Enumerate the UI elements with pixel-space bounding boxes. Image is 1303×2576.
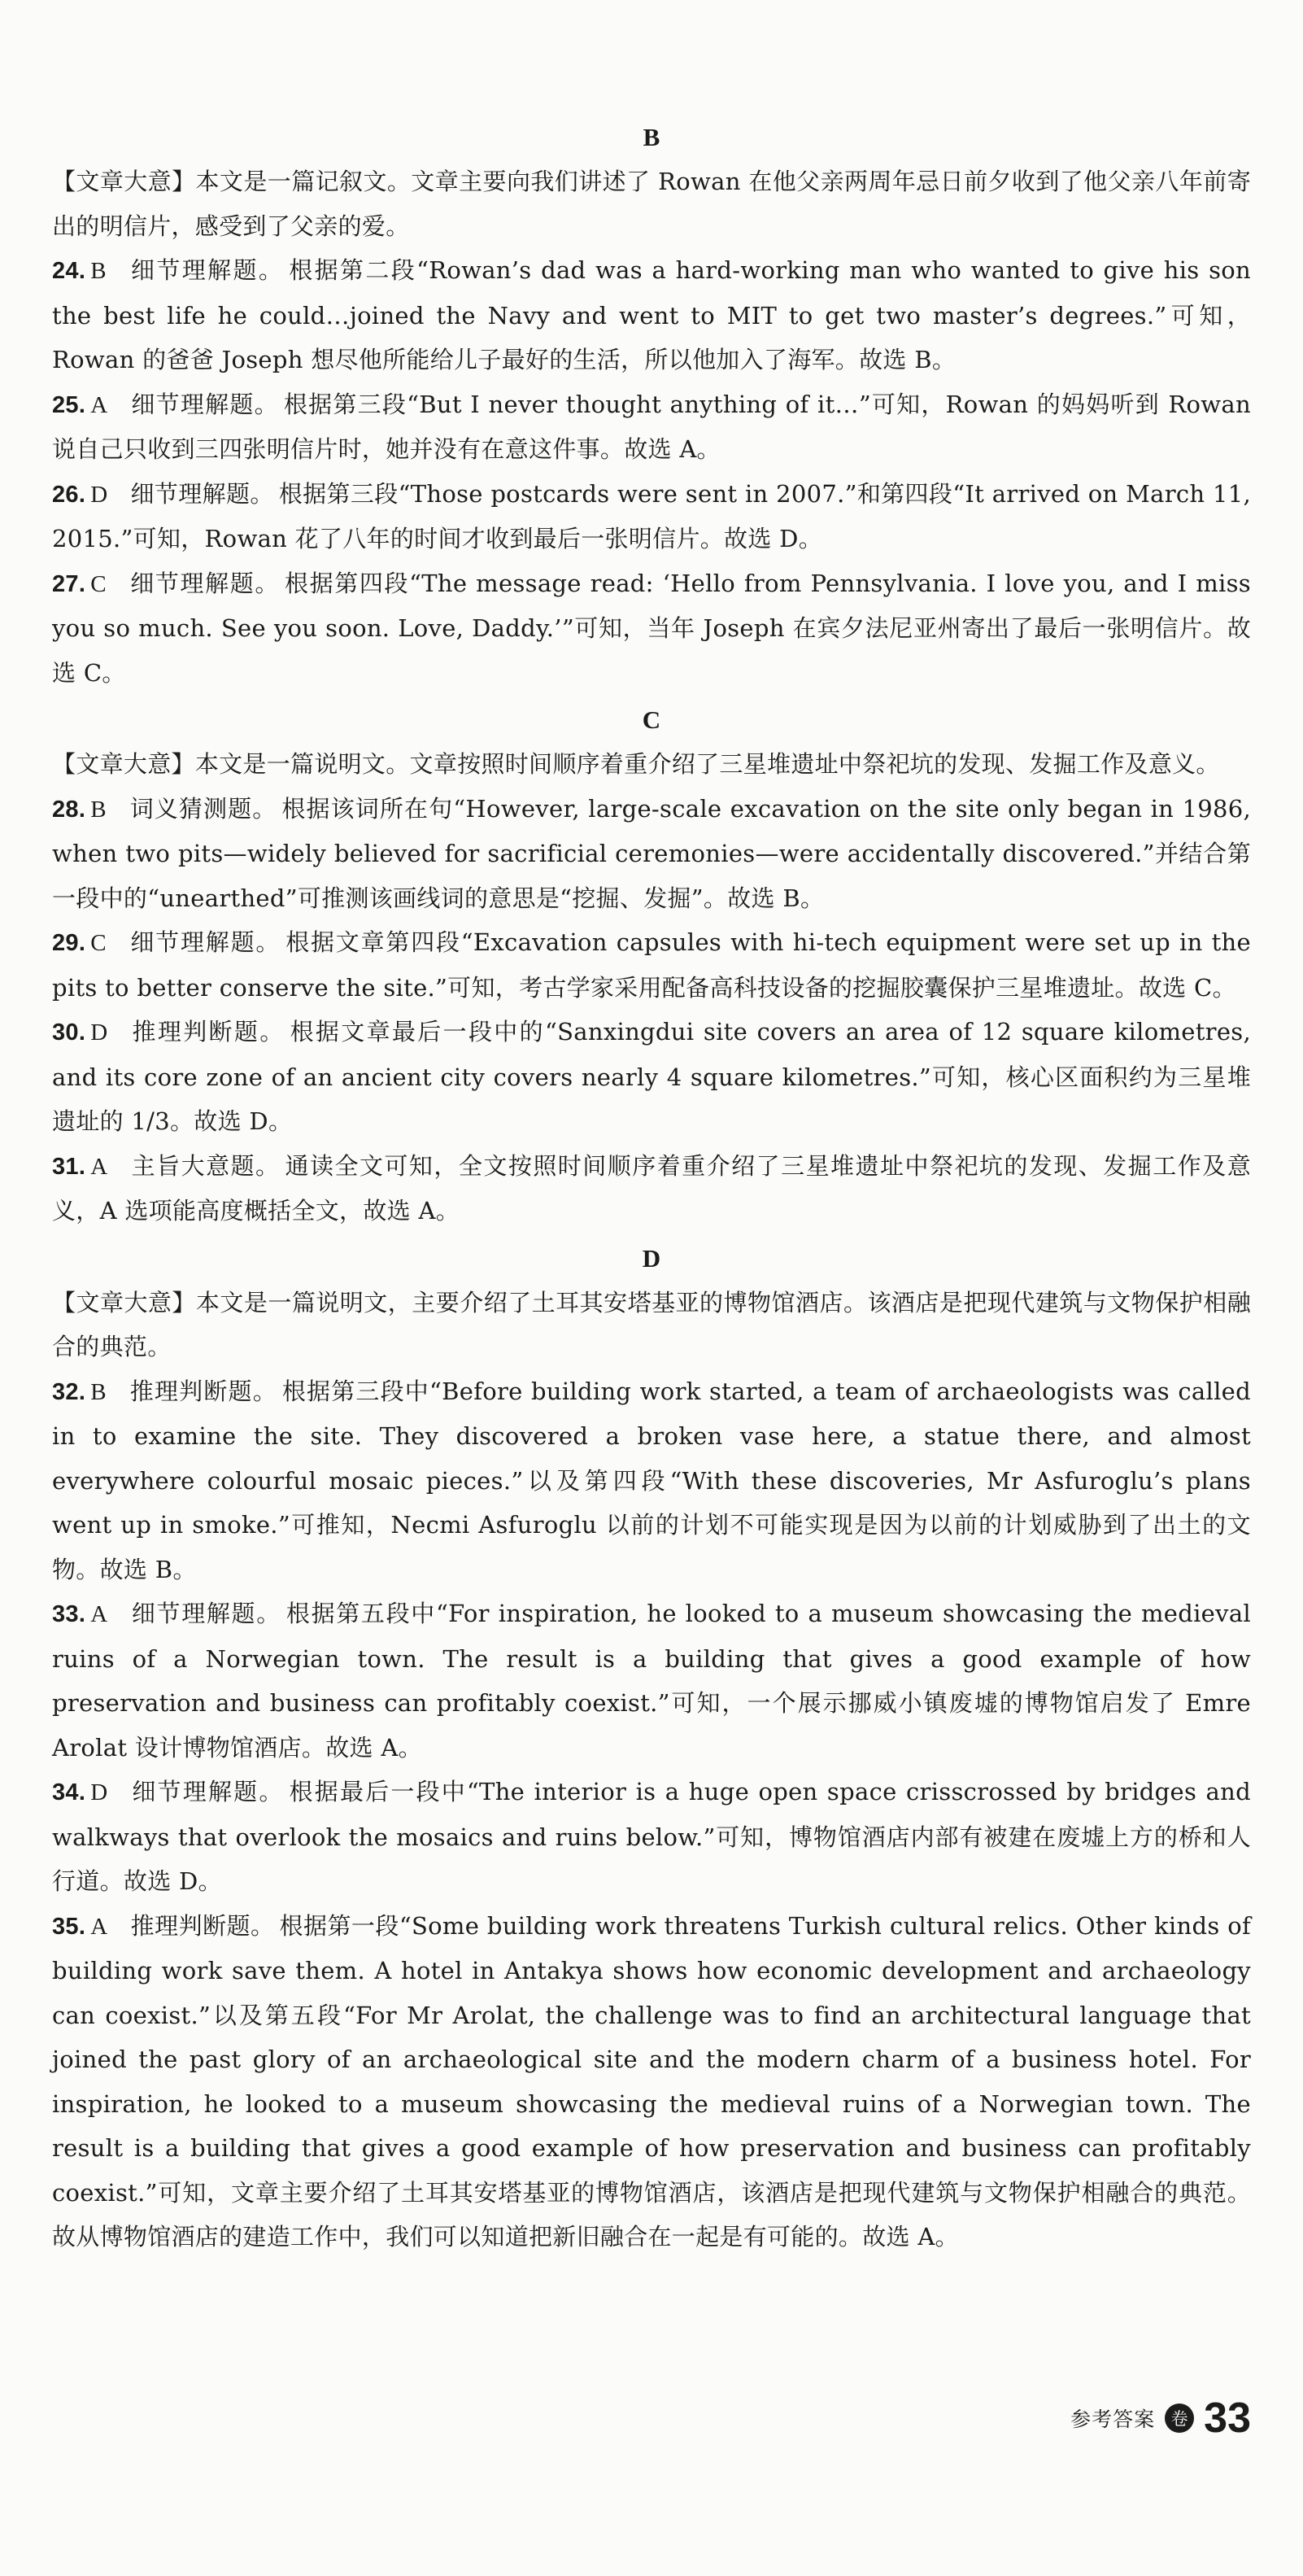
- answer-letter: D: [90, 481, 108, 508]
- question-number: 27.: [52, 570, 86, 597]
- section-heading: C: [642, 705, 661, 734]
- summary-tag: 【文章大意】: [52, 750, 195, 778]
- question-explanation: [52, 787, 1251, 921]
- answer-letter: C: [90, 570, 107, 597]
- question-number: 26.: [52, 481, 86, 508]
- footer-label: 参考答案: [1070, 2408, 1156, 2431]
- question-number: 35.: [52, 1913, 86, 1940]
- explanation-text: 根据最后一段中“The interior is a huge open space crisscrossed by bridges and walkways that overlook the mosaics and ruins below.”可知，博物馆酒店内部有被建在废墟上方的桥和人行道。故选 D。: [52, 1778, 1251, 1895]
- question-explanation: [52, 382, 1251, 472]
- question-explanation: [52, 248, 1251, 382]
- explanation-text: 根据第一段“Some building work threatens Turkish cultural relics. Other kinds of building work save them. A hotel in Antakya shows how economic development and archaeology can coexist.”以及第五段“For Mr Arolat, the challenge was to find an architectural language that joined the past glory of an archaeological site and the modern charm of a business hotel. For inspiration, he looked to a museum showcasing the medieval ruins of a Norwegian town. The result is a building that gives a good example of how preservation and business can profitably coexist.”可知，文章主要介绍了土耳其安塔基亚的博物馆酒店，该酒店是把现代建筑与文物保护相融合的典范。故从博物馆酒店的建造工作中，我们可以知道把新旧融合在一起是有可能的。故选 A。: [52, 1911, 1251, 2251]
- explanation-text: 根据第二段“Rowan’s dad was a hard-working man who wanted to give his son the best life he could…joined the Navy and went to MIT to get two master’s degrees.”可知，Rowan 的爸爸 Joseph 想尽他所能给儿子最好的生活，所以他加入了海军。故选 B。: [52, 256, 1251, 373]
- question-explanation: [52, 920, 1251, 1010]
- answer-letter: B: [90, 258, 107, 284]
- question-explanation: [52, 1770, 1251, 1904]
- question-type: 细节理解题。: [130, 1600, 281, 1627]
- answer-letter: B: [90, 1378, 107, 1405]
- question-type: 词义猜测题。: [129, 794, 277, 823]
- page-number: 33: [1204, 2395, 1251, 2442]
- question-number: 32.: [52, 1378, 86, 1405]
- explanation-text: 根据第四段“The message read: ‘Hello from Pennsylvania. I love you, and I miss you so much. See you soon. Love, Daddy.’”可知，当年 Joseph 在宾夕法尼亚州寄出了最后一张明信片。故选 C。: [52, 569, 1251, 687]
- answer-letter: A: [90, 1601, 108, 1627]
- question-explanation: [52, 1591, 1251, 1770]
- explanation-text: 根据第三段“But I never thought anything of it…”可知，Rowan 的妈妈听到 Rowan 说自己只收到三四张明信片时，她并没有在意这件事。故选 A。: [52, 390, 1251, 463]
- summary-text: 本文是一篇记叙文。文章主要向我们讲述了 Rowan 在他父亲两周年忌日前夕收到了他父亲八年前寄出的明信片，感受到了父亲的爱。: [52, 168, 1251, 240]
- answer-content: [52, 112, 1251, 2259]
- question-explanation: [52, 1904, 1251, 2259]
- question-type: 细节理解题。: [129, 256, 285, 284]
- question-explanation: [52, 1144, 1251, 1233]
- question-number: 34.: [52, 1779, 86, 1805]
- answer-letter: C: [90, 930, 107, 956]
- question-number: 28.: [52, 796, 86, 823]
- page-footer: [1070, 2395, 1251, 2442]
- question-number: 30.: [52, 1019, 86, 1046]
- summary-text: 本文是一篇说明文，主要介绍了土耳其安塔基亚的博物馆酒店。该酒店是把现代建筑与文物保护相融合的典范。: [52, 1288, 1251, 1360]
- explanation-text: 根据文章最后一段中的“Sanxingdui site covers an area of 12 square kilometres, and its core zone of an ancient city covers nearly 4 square kilometres.”可知，核心区面积约为三星堆遗址的 1/3。故选 D。: [52, 1018, 1251, 1135]
- explanation-text: 通读全文可知，全文按照时间顺序着重介绍了三星堆遗址中祭祀坑的发现、发掘工作及意义，A 选项能高度概括全文，故选 A。: [52, 1151, 1252, 1225]
- answer-letter: D: [90, 1019, 108, 1046]
- question-number: 29.: [52, 930, 86, 956]
- question-number: 25.: [52, 391, 86, 418]
- question-type: 细节理解题。: [130, 479, 274, 508]
- explanation-text: 根据文章第四段“Excavation capsules with hi-tech equipment were set up in the pits to better conserve the site.”可知，考古学家采用配备高科技设备的挖掘胶囊保护三星堆遗址。故选 C。: [52, 928, 1251, 1002]
- article-summary: [52, 159, 1251, 248]
- answer-letter: A: [90, 391, 108, 418]
- volume-badge-icon: 卷: [1165, 2404, 1194, 2433]
- question-explanation: [52, 1010, 1251, 1144]
- summary-text: 本文是一篇说明文。文章按照时间顺序着重介绍了三星堆遗址中祭祀坑的发现、发掘工作及意义。: [194, 750, 1220, 778]
- answer-letter: A: [90, 1153, 108, 1180]
- explanation-text: 根据第五段中“For inspiration, he looked to a museum showcasing the medieval ruins of a Norwegian town. The result is a building that gives a good example of how preservation and business can profitably coexist.”可知，一个展示挪威小镇废墟的博物馆启发了 Emre Arolat 设计博物馆酒店。故选 A。: [52, 1600, 1251, 1762]
- section-d: [52, 1237, 1251, 2259]
- explanation-text: 根据第三段“Those postcards were sent in 2007.”和第四段“It arrived on March 11, 2015.”可知，Rowan 花了八年的时间才收到最后一张明信片。故选 D。: [52, 479, 1251, 552]
- question-number: 33.: [52, 1601, 86, 1627]
- answer-letter: B: [90, 796, 107, 823]
- answer-letter: A: [90, 1913, 108, 1940]
- question-number: 31.: [52, 1153, 86, 1180]
- article-summary: [52, 742, 1251, 787]
- summary-tag: 【文章大意】: [52, 1288, 196, 1316]
- section-heading: B: [643, 123, 660, 151]
- section-heading: D: [642, 1243, 661, 1273]
- section-c: [52, 698, 1251, 1233]
- question-type: 细节理解题。: [130, 1778, 285, 1805]
- question-type: 推理判断题。: [129, 1377, 277, 1405]
- question-type: 细节理解题。: [130, 390, 279, 418]
- answer-letter: D: [90, 1779, 108, 1805]
- question-type: 主旨大意题。: [130, 1151, 281, 1180]
- question-type: 推理判断题。: [130, 1911, 275, 1940]
- question-explanation: [52, 561, 1251, 696]
- question-number: 24.: [52, 258, 86, 284]
- explanation-text: 根据该词所在句“However, large-scale excavation on the site only began in 1986, when two pits—widely believed for sacrificial ceremonies—were accidentally discovered.”并结合第一段中的“unearthed”可推测该画线词的意思是“挖掘、发掘”。故选 B。: [52, 794, 1251, 912]
- question-type: 细节理解题。: [129, 569, 280, 597]
- question-explanation: [52, 472, 1251, 561]
- question-type: 细节理解题。: [129, 928, 281, 956]
- article-summary: [52, 1281, 1251, 1369]
- question-explanation: [52, 1369, 1251, 1592]
- explanation-text: 根据第三段中“Before building work started, a team of archaeologists was called in to examine the site. They discovered a broken vase here, a statue there, and almost everywhere colourful mosaic pieces.”以及第四段“With these discoveries, Mr Asfuroglu’s plans went up in smoke.”可推知，Necmi Asfuroglu 以前的计划不可能实现是因为以前的计划威胁到了出土的文物。故选 B。: [52, 1377, 1251, 1583]
- question-type: 推理判断题。: [130, 1018, 285, 1046]
- summary-tag: 【文章大意】: [52, 168, 196, 195]
- section-b: [52, 116, 1251, 695]
